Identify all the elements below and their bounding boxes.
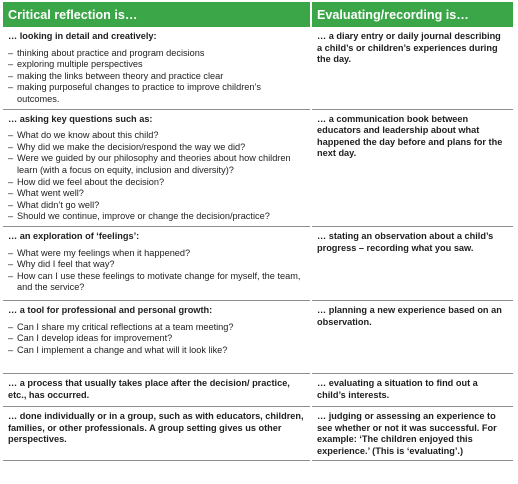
table-header-row: [3, 2, 513, 27]
evaluating-recording-cell: [311, 373, 513, 406]
table-row: [3, 226, 513, 300]
list-item: – How did we feel about the decision?: [8, 177, 305, 189]
evaluating-recording-cell: [311, 226, 513, 300]
evaluating-recording-cell: [311, 27, 513, 109]
row-lead-text: … a process that usually takes place after the decision/ practice, etc., has occurred.: [8, 377, 290, 400]
critical-reflection-cell: [3, 27, 311, 109]
table-row: [3, 27, 513, 109]
evaluating-recording-cell: [311, 300, 513, 373]
list-item: – What didn’t go well?: [8, 200, 305, 212]
list-item: – How can I use these feelings to motivate change for myself, the team, and the service?: [8, 271, 305, 294]
list-item: – making the links between theory and practice clear: [8, 71, 305, 83]
list-item: – Were we guided by our philosophy and theories about how children learn (with a focus on equity, inclusion and diversity)?: [8, 153, 305, 176]
critical-reflection-cell: [3, 109, 311, 226]
list-item: – What went well?: [8, 188, 305, 200]
evaluating-recording-cell: [311, 406, 513, 460]
critical-reflection-cell: [3, 226, 311, 300]
bullet-list: [8, 322, 305, 357]
comparison-table: [3, 2, 513, 461]
row-lead-text: … a tool for professional and personal growth:: [8, 304, 213, 315]
row-right-text: … judging or assessing an experience to see whether or not it was successful. For example: ‘The children enjoyed this experience.’ (This is ‘evaluating’.): [317, 410, 497, 456]
row-right-text: … evaluating a situation to find out a child’s interests.: [317, 377, 478, 400]
row-lead-text: … looking in detail and creatively:: [8, 31, 157, 41]
list-item: – Should we continue, improve or change the decision/practice?: [8, 211, 305, 223]
list-item: – What were my feelings when it happened?: [8, 248, 305, 260]
list-item: – Can I implement a change and what will it look like?: [8, 345, 305, 357]
bullet-list: [8, 130, 305, 223]
list-item: – making purposeful changes to practice to improve children’s outcomes.: [8, 82, 305, 105]
table-row: [3, 406, 513, 460]
table-row: [3, 109, 513, 226]
bullet-list: [8, 48, 305, 106]
list-item: – Can I develop ideas for improvement?: [8, 333, 305, 345]
row-right-text: … stating an observation about a child’s progress – recording what you saw.: [317, 230, 494, 253]
list-item: – exploring multiple perspectives: [8, 59, 305, 71]
list-item: – What do we know about this child?: [8, 130, 305, 142]
list-item: – Can I share my critical reflections at a team meeting?: [8, 322, 305, 334]
critical-reflection-cell: [3, 406, 311, 460]
row-right-text: … planning a new experience based on an observation.: [317, 304, 502, 327]
table-row: [3, 300, 513, 373]
header-evaluating-recording: Evaluating/recording is…: [311, 2, 513, 27]
list-item: – Why did we make the decision/respond the way we did?: [8, 142, 305, 154]
row-right-text: … a communication book between educators and leadership about what happened the day before and plans for the next day.: [317, 113, 503, 159]
critical-reflection-cell: [3, 373, 311, 406]
critical-reflection-cell: [3, 300, 311, 373]
list-item: – Why did I feel that way?: [8, 259, 305, 271]
table-row: [3, 373, 513, 406]
row-right-text: … a diary entry or daily journal describing a child’s or children’s experiences during the day.: [317, 31, 501, 65]
header-critical-reflection: Critical reflection is…: [3, 2, 311, 27]
evaluating-recording-cell: [311, 109, 513, 226]
bullet-list: [8, 248, 305, 294]
row-lead-text: … asking key questions such as:: [8, 113, 153, 124]
row-lead-text: … done individually or in a group, such as with educators, children, families, or other professionals. A group setting gives us other perspectives.: [8, 410, 304, 445]
row-lead-text: … an exploration of ‘feelings’:: [8, 230, 140, 241]
comparison-table-wrapper: [3, 2, 513, 461]
list-item: – thinking about practice and program decisions: [8, 48, 305, 60]
